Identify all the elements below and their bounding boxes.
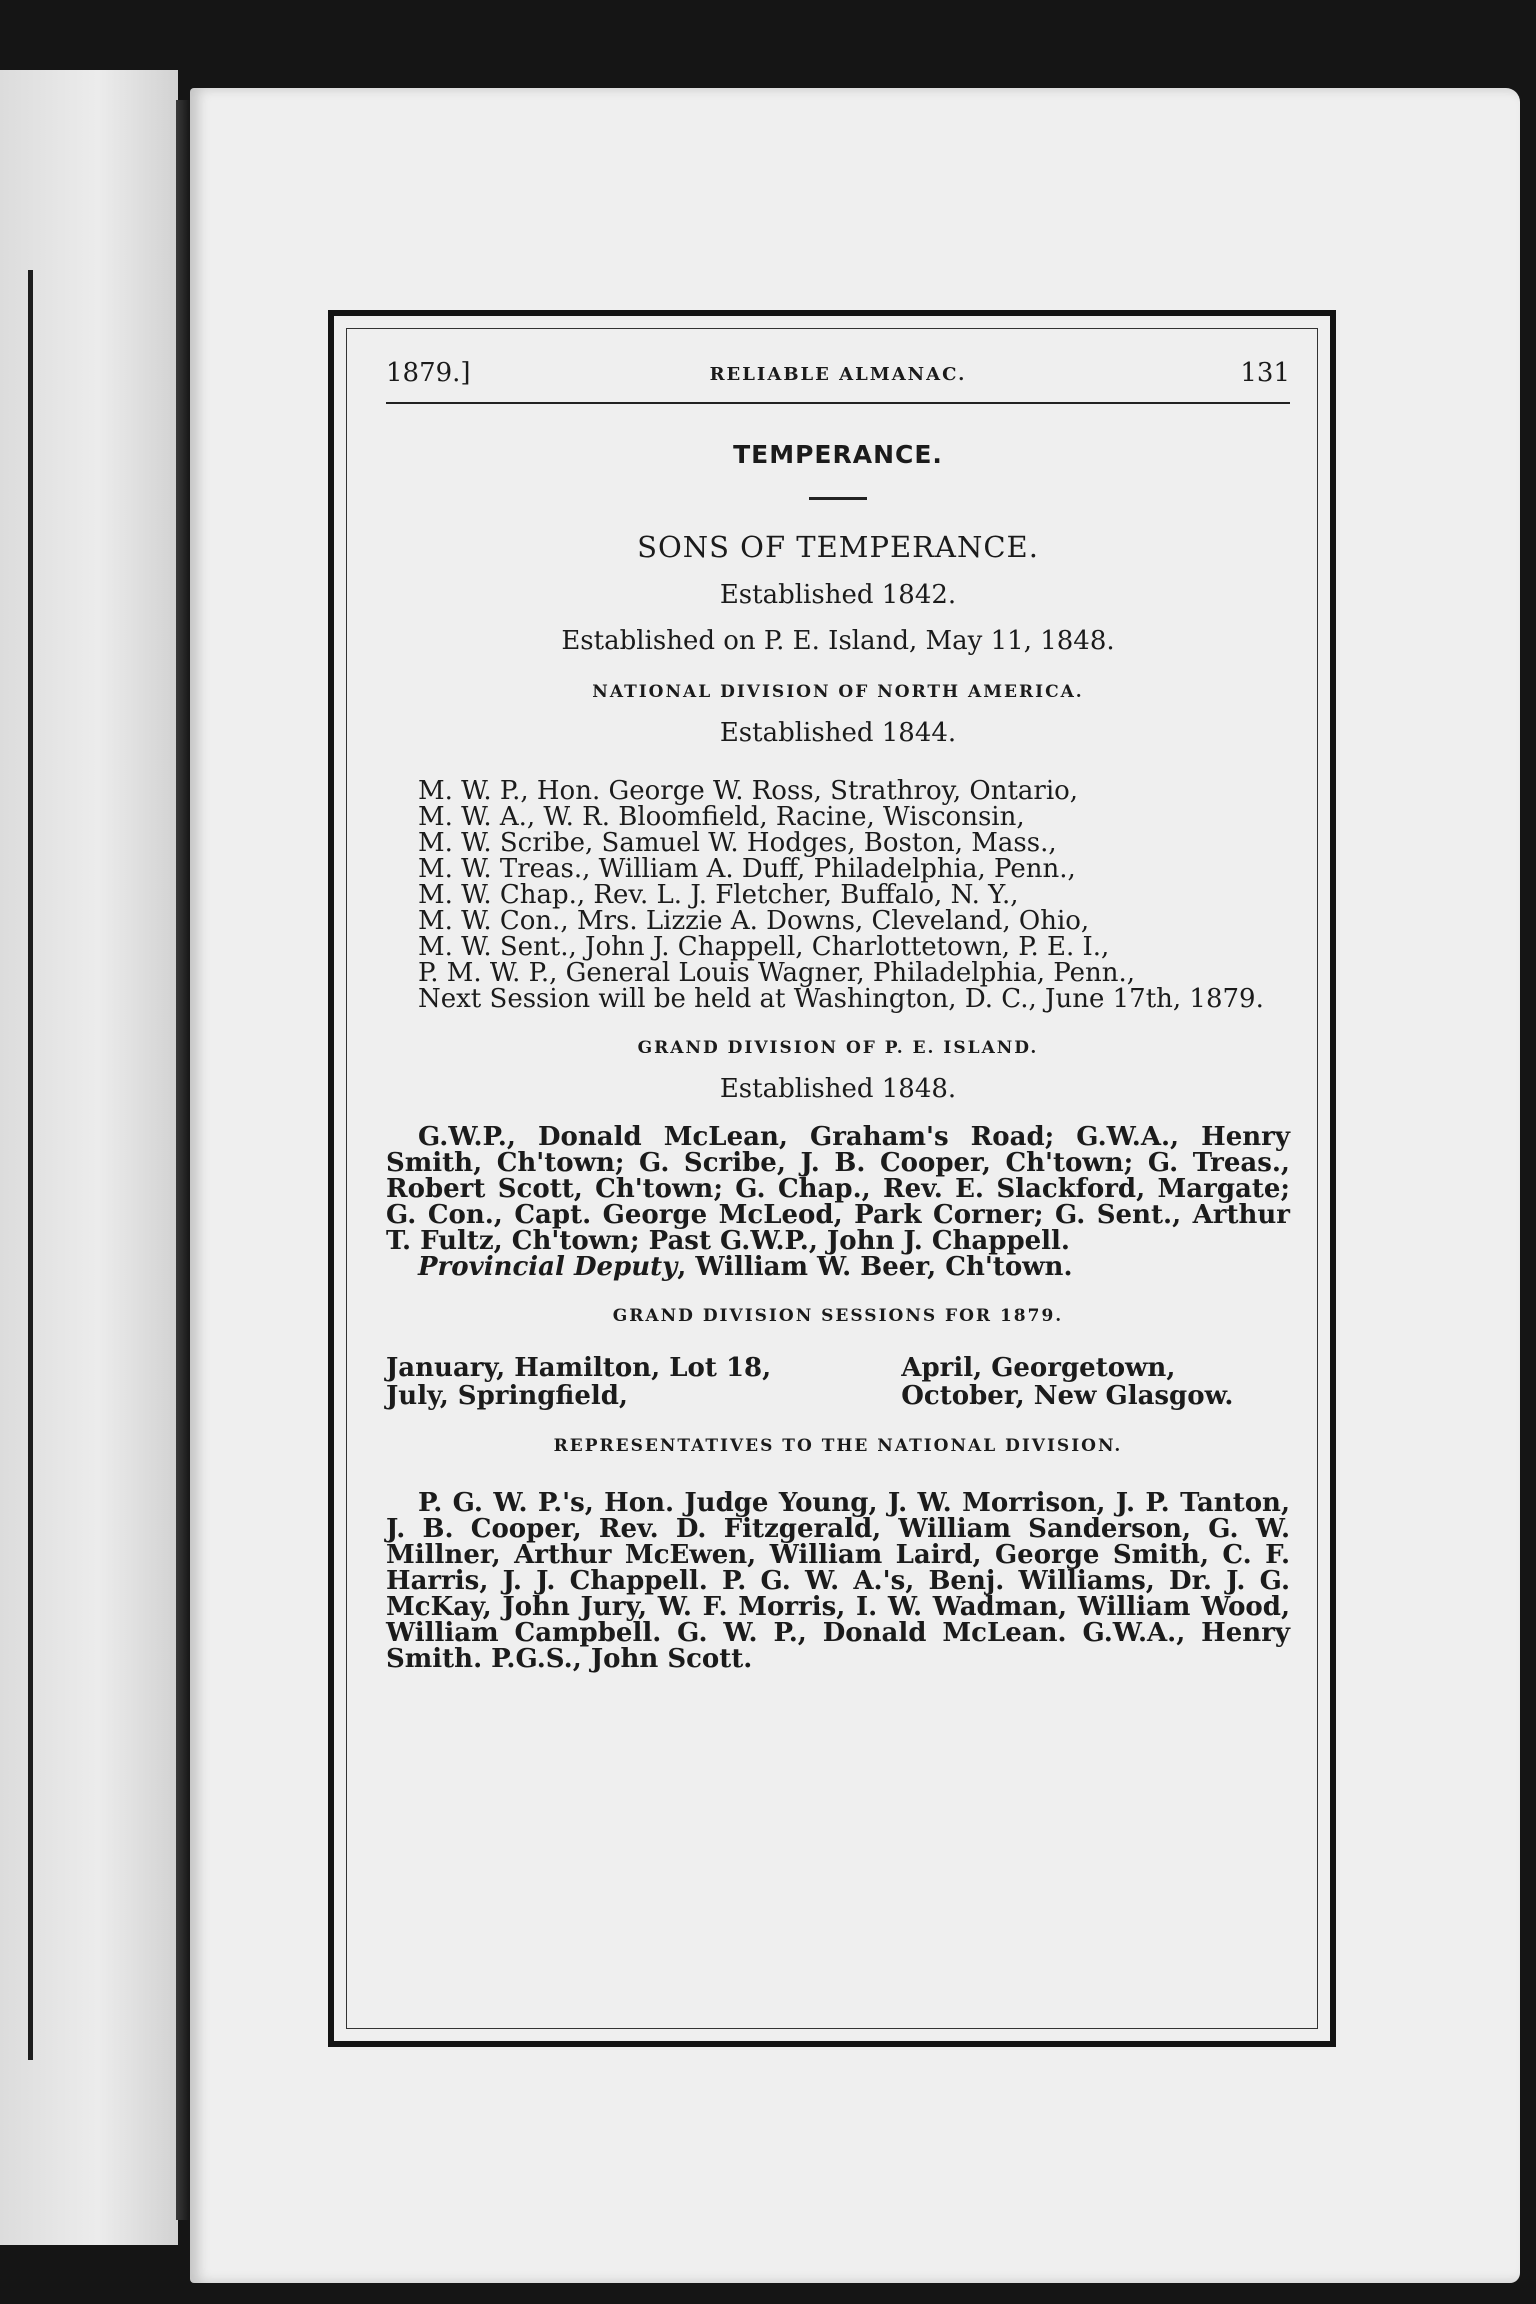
grand-established: Established 1848. — [719, 1074, 957, 1104]
header-title: RELIABLE ALMANAC. — [709, 364, 967, 385]
sons-established: Established 1842. — [719, 580, 957, 610]
next-session-note: Next Session will be held at Washington, D. C., June 17th, 1879. — [418, 984, 1264, 1014]
officer-line: M. W. A., W. R. Bloomfield, Racine, Wisconsin, — [418, 802, 1025, 832]
provincial-deputy-line — [386, 1254, 1290, 1280]
session-entry: January, Hamilton, Lot 18, — [386, 1353, 772, 1383]
sons-heading: SONS OF TEMPERANCE. — [637, 530, 1039, 564]
session-entry: October, New Glasgow. — [901, 1381, 1234, 1411]
page-number: 131 — [1240, 358, 1290, 388]
page-content — [386, 336, 1290, 2026]
header-year: 1879.] — [386, 358, 471, 388]
session-entry: July, Springfield, — [386, 1381, 628, 1411]
representatives-paragraph: P. G. W. P.'s, Hon. Judge Young, J. W. Morrison, J. P. Tanton, J. B. Cooper, Rev. D. Fitzgerald, William Sanderson, G. W. Millner, Arthur McEwen, William Laird, George Smith, C. F. Harris, J. J. Chappell. P. G. W. A.'s, Benj. Williams, Dr. J. G. McKay, John Jury, W. F. Morris, I. W. Wadman, William Wood, William Campbell. G. W. P., Donald McLean. G.W.A., Henry Smith. P.G.S., John Scott. — [386, 1488, 1290, 1674]
deputy-title: Provincial Deputy — [418, 1252, 678, 1282]
page-frame — [328, 310, 1336, 2047]
session-entry: April, Georgetown, — [901, 1353, 1176, 1383]
left-page-border — [0, 270, 33, 2060]
representatives-heading: REPRESENTATIVES TO THE NATIONAL DIVISION. — [553, 1436, 1123, 1456]
officer-line: P. M. W. P., General Louis Wagner, Philadelphia, Penn., — [418, 958, 1136, 988]
national-established: Established 1844. — [719, 718, 957, 748]
running-header — [386, 336, 1290, 404]
officer-line: M. W. Con., Mrs. Lizzie A. Downs, Cleveland, Ohio, — [418, 906, 1090, 936]
sessions-heading: GRAND DIVISION SESSIONS FOR 1879. — [612, 1306, 1064, 1326]
officer-line: M. W. Scribe, Samuel W. Hodges, Boston, Mass., — [418, 828, 1057, 858]
officer-line: M. W. Treas., William A. Duff, Philadelphia, Penn., — [418, 854, 1076, 884]
officer-line: M. W. Sent., John J. Chappell, Charlottetown, P. E. I., — [418, 932, 1110, 962]
grand-heading: GRAND DIVISION OF P. E. ISLAND. — [637, 1038, 1039, 1058]
sessions-right-column — [901, 1354, 1290, 1410]
officer-line: M. W. Chap., Rev. L. J. Fletcher, Buffalo, N. Y., — [418, 880, 1019, 910]
national-heading: NATIONAL DIVISION OF NORTH AMERICA. — [592, 682, 1084, 702]
officer-line: M. W. P., Hon. George W. Ross, Strathroy, Ontario, — [418, 776, 1079, 806]
grand-officers-paragraph: G.W.P., Donald McLean, Graham's Road; G.W.A., Henry Smith, Ch'town; G. Scribe, J. B. Cooper, Ch'town; G. Treas., Robert Scott, Ch'town; G. Chap., Rev. E. Slackford, Margate; G. Con., Capt. George McLeod, Park Corner; G. Sent., Arthur T. Fultz, Ch'town; Past G.W.P., John J. Chappell. — [386, 1122, 1290, 1256]
deputy-name: , William W. Beer, Ch'town. — [677, 1252, 1073, 1282]
national-officers-list — [386, 778, 1290, 986]
section-title: TEMPERANCE. — [733, 440, 943, 469]
title-rule — [809, 497, 867, 500]
sessions-left-column — [386, 1354, 856, 1410]
sons-established-pei: Established on P. E. Island, May 11, 1848. — [561, 626, 1115, 656]
sessions-table — [386, 1354, 1290, 1410]
